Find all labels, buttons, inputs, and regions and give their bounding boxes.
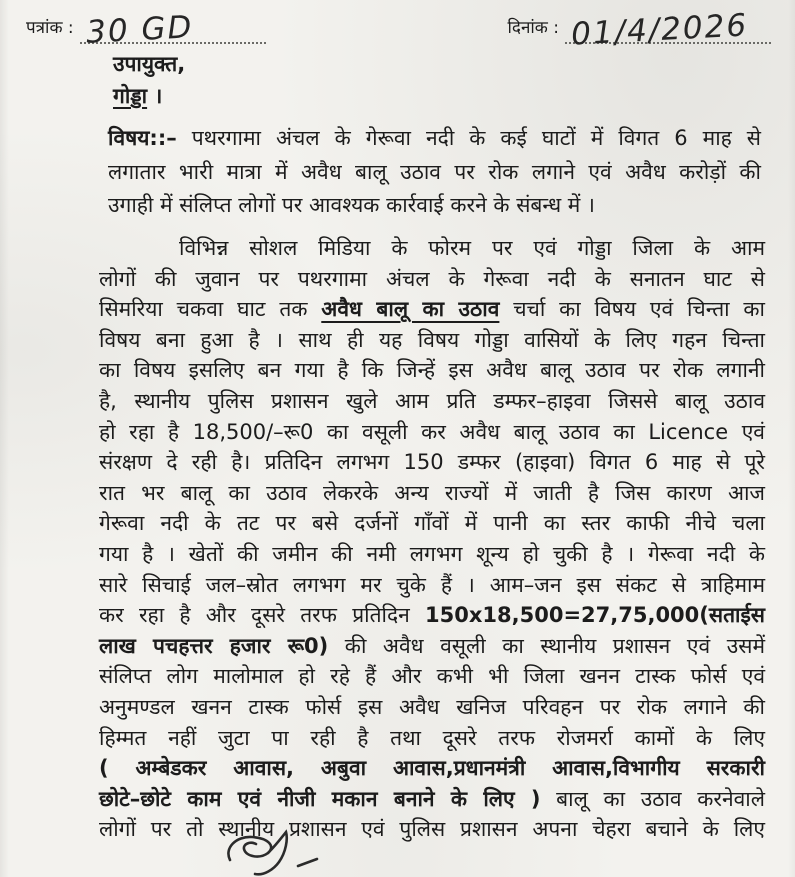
- body-line-18: [99, 753, 765, 784]
- body-line-13-pre: कर रहा है और दूसरे तरफ प्रतिदिन: [99, 603, 426, 628]
- body-line-6: है, स्थानीय पुलिस प्रशासन खुले आम प्रति डम्फर–हाइवा जिससे बालू उठाव: [99, 388, 765, 413]
- subject-block: [108, 122, 761, 223]
- body-line-1: विभिन्न सोशल मिडिया के फोरम पर एवं गोड्डा जिला के आम: [179, 236, 765, 260]
- subject-line-1: [108, 122, 761, 156]
- housing-schemes-bold-2: छोटे–छोटे काम एवं नीजी मकान बनाने के लिए ): [99, 786, 541, 811]
- addressee-place: गोड्डा: [113, 84, 148, 108]
- letter-no-dotted-line: [80, 9, 266, 51]
- housing-schemes-bold: ( अम्बेडकर आवास, अबुवा आवास,प्रधानमंत्री आवास,विभागीय सरकारी: [99, 756, 765, 781]
- amount-in-words-bold: लाख पचहत्तर हजार रू0): [99, 633, 329, 658]
- body-line-14: [99, 631, 765, 662]
- body-line-3-post: चर्चा का विषय एवं चिन्ता का: [499, 297, 765, 322]
- letter-no-handwritten-value: 30 GD: [84, 9, 194, 51]
- date-group: [507, 7, 771, 53]
- date-handwritten-value: 01/4/2026: [570, 7, 749, 53]
- subject-line-3: उगाही में संलिप्त लोगों पर आवश्यक कार्रवाई करने के संबन्ध में ।: [108, 193, 596, 217]
- body-line-16: अनुमण्डल खनन टास्क फोर्स इस अवैध खनिज परिवहन पर रोक लगाने की: [99, 694, 765, 719]
- body-block: [99, 233, 765, 845]
- body-line-19: [99, 784, 765, 815]
- body-line-3-pre: सिमरिया चकवा घाट तक: [99, 297, 322, 322]
- body-line-5: का विषय इसलिए बन गया है कि जिन्हें इस अवैध बालू उठाव पर रोक लगानी: [99, 358, 765, 383]
- body-line-8: संरक्षण दे रही है। प्रतिदिन लगभग 150 डम्फर (हाइवा) विगत 6 माह से पूरे: [99, 450, 765, 475]
- body-line-13: [99, 600, 765, 631]
- body-line-9: रात भर बालू का उठाव लेकरके अन्य राज्यों में जाती है जिस कारण आज: [99, 480, 765, 505]
- body-line-12: सारे सिचाई जल–स्रोत लगभग मर चुके हैं । आम–जन इस संकट से त्राहिमाम: [99, 572, 765, 597]
- letter-header: [26, 7, 771, 53]
- subject-line-1-text: पथरगामा अंचल के गेरूवा नदी के कई घाटों में विगत 6 माह से: [176, 126, 761, 150]
- body-line-14-post: की अवैध वसूली का स्थानीय प्रशासन एवं उसमें: [328, 633, 765, 658]
- body-line-17: हिम्मत नहीं जुटा पा रही है तथा दूसरे तरफ रोजमर्रा कामों के लिए: [99, 725, 765, 750]
- body-line-19-post: बालू का उठाव करनेवाले: [540, 786, 765, 811]
- body-line-11: गया है । खेतों की जमीन की नमी लगभग शून्य हो चुकी है । गेरूवा नदी के: [99, 541, 765, 566]
- body-line-7: हो रहा है 18,500/–रू0 का वसूली कर अवैध बालू उठाव का Licence एवं: [99, 419, 765, 444]
- letter-no-label: पत्रांक :: [26, 18, 74, 38]
- body-line-20: लोगों पर तो स्थानीय प्रशासन एवं पुलिस प्रशासन अपना चेहरा बचाने के लिए: [99, 817, 765, 842]
- body-line-4: विषय बना हुआ है । साथ ही यह विषय गोड्डा वासियों के लिए गहन चिन्ता: [99, 327, 765, 352]
- addressee-block: [113, 48, 185, 112]
- letter-number-group: [26, 9, 266, 51]
- illegal-sand-mining-emphasis: अवैध बालू का उठाव: [321, 297, 500, 322]
- addressee-place-line: [113, 80, 185, 112]
- body-line-15: संलिप्त लोग मालोमाल हो रहे हैं और कभी भी जिला खनन टास्क फोर्स एवं: [99, 664, 765, 689]
- addressee-title: उपायुक्त,: [113, 52, 186, 76]
- date-dotted-line: [565, 7, 771, 53]
- addressee-danda: ।: [147, 84, 163, 108]
- subject-line-2: लगातार भारी मात्रा में अवैध बालू उठाव पर रोक लगाने एवं अवैध करोड़ों की: [108, 159, 761, 184]
- body-line-3: [99, 294, 765, 325]
- signature-scribble: [220, 828, 350, 877]
- date-label: दिनांक :: [507, 18, 559, 38]
- subject-label: विषय::–: [108, 126, 177, 150]
- body-line-2: लोगों की जुवान पर पथरगामा अंचल के गेरूवा नदी के सनातन घाट से: [99, 266, 765, 291]
- extortion-amount-bold: 150x18,500=27,75,000(सताईस: [425, 603, 765, 628]
- body-line-10: गेरूवा नदी के तट पर बसे दर्जनों गाँवों में पानी का स्तर काफी नीचे चला: [99, 511, 765, 536]
